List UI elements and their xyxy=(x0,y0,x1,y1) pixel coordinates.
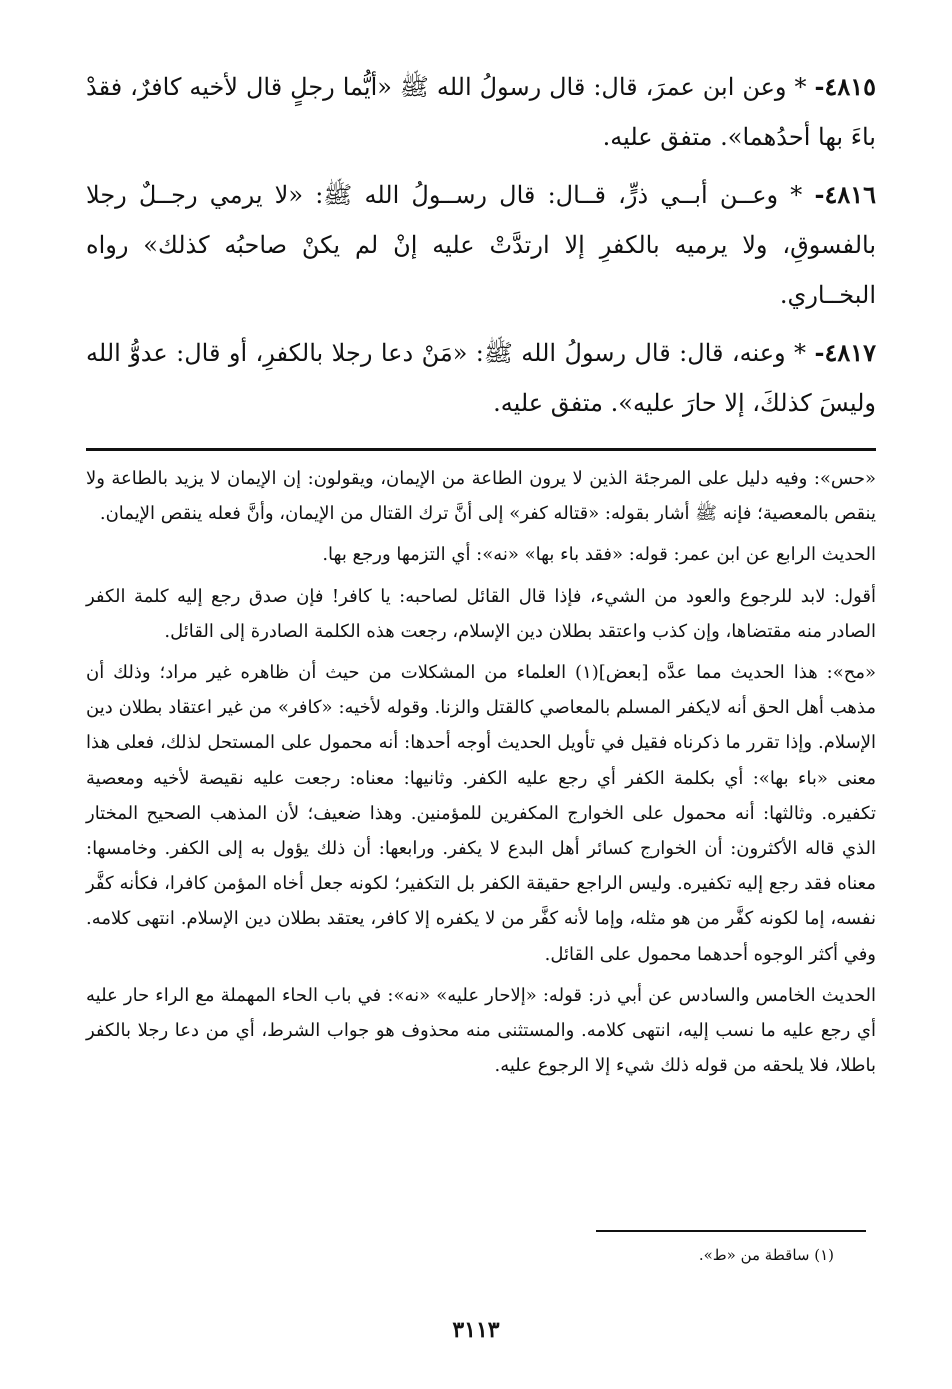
hadith-number: ٤٨١٦- xyxy=(814,180,876,209)
commentary-paragraph: «مح»: هذا الحديث مما عدَّه [بعض](١) العلماء من المشكلات من حيث أن ظاهره غير مراد؛ وذلك أن مذهب أهل الحق أنه لايكفر المسلم بالمعاصي كالقتل والزنا. وقوله لأخيه: «كافر» من غير اعتقاد بطلان دين الإسلام. وإذا تقرر ما ذكرناه فقيل في تأويل الحديث أوجه أحدها: أنه محمول على المستحل لذلك، فعلى هذا معنى «باء بها»: أي بكلمة الكفر أي رجع عليه الكفر. وثانيها: معناه: رجعت عليه نقيصة لأخيه ومعصية تكفيره. وثالثها: أنه محمول على الخوارج المكفرين للمؤمنين. وهذا ضعيف؛ لأن المذهب الصحيح المختار الذي قاله الأكثرون: أن الخوارج كسائر أهل البدع لا يكفر. ورابعها: أن ذلك يؤول به إلى الكفر. وخامسها: معناه فقد رجع إليه تكفيره. وليس الراجع حقيقة الكفر بل التكفير؛ لكونه جعل أخاه المؤمن كافرا، فكأنه كفَّر نفسه، إما لكونه كفَّر من هو مثله، وإما لأنه كفَّر من لا يكفره إلا كافر، يعتقد بطلان دين الإسلام. انتهى كلامه. وفي أكثر الوجوه أحدهما محمول على القائل. xyxy=(86,662,876,965)
commentary-section xyxy=(86,461,876,1083)
commentary-paragraph: الحديث الرابع عن ابن عمر: قوله: «فقد باء بها» «نه»: أي التزمها ورجع بها. xyxy=(322,544,876,566)
commentary-paragraph: أقول: لابد للرجوع والعود من الشيء، فإذا قال القائل لصاحبه: يا كافر! فإن صدق رجع إليه كلمة الكفر الصادر منه مقتضاها، وإن كذب واعتقد بطلان دين الإسلام، رجعت هذه الكلمة الصادرة إلى القائل. xyxy=(86,585,876,642)
commentary-paragraph: الحديث الخامس والسادس عن أبي ذر: قوله: «إلاحار عليه» «نه»: في باب الحاء المهملة مع الراء حار عليه أي رجع عليه ما نسب إليه، انتهى كلامه. والمستثنى منه محذوف هو جواب الشرط، أي من دعا رجلا بالكفر باطلا، فلا يلحقه من قوله ذلك شيء إلا الرجوع عليه. xyxy=(86,984,877,1077)
commentary-paragraph: «حس»: وفيه دليل على المرجئة الذين لا يرون الطاعة من الإيمان، ويقولون: إن الإيمان لا يزيد بالطاعة ولا ينقص بالمعصية؛ فإنه ﷺ أشار بقوله: «قتاله كفر» إلى أنَّ ترك القتال من الإيمان، وأنَّ فعله ينقص الإيمان. xyxy=(86,468,876,525)
footnote-divider xyxy=(596,1230,866,1232)
footnote: (١) ساقطة من «ط». xyxy=(698,1246,834,1264)
page-body xyxy=(86,62,876,1089)
hadith-4816 xyxy=(86,170,876,320)
hadith-4817 xyxy=(86,328,876,428)
hadith-number: ٤٨١٧- xyxy=(814,338,876,367)
page-number: ٣١١٣ xyxy=(452,1317,500,1343)
hadith-text: * وعــن أبــي ذرٍّ، قــال: قال رســولُ الله ﷺ: «لا يرمي رجــلٌ رجلا بالفسوقِ، ولا يرميه بالكفرِ إلا ارتدَّتْ عليه إنْ لم يكنْ صاحبُه كذلك» رواه البخــاري. xyxy=(86,181,876,309)
hadith-text: * وعنه، قال: قال رسولُ الله ﷺ: «مَنْ دعا رجلا بالكفرِ، أو قال: عدوُّ الله وليسَ كذلكَ، إلا حارَ عليه». متفق عليه. xyxy=(86,339,876,417)
hadith-text: * وعن ابن عمرَ، قال: قال رسولُ الله ﷺ «أيُّما رجلٍ قال لأخيه كافرٌ، فقدْ باءَ بها أحدُهما». متفق عليه. xyxy=(86,73,876,151)
hadith-number: ٤٨١٥- xyxy=(814,72,876,101)
section-divider xyxy=(86,448,876,451)
hadith-4815 xyxy=(86,62,876,162)
